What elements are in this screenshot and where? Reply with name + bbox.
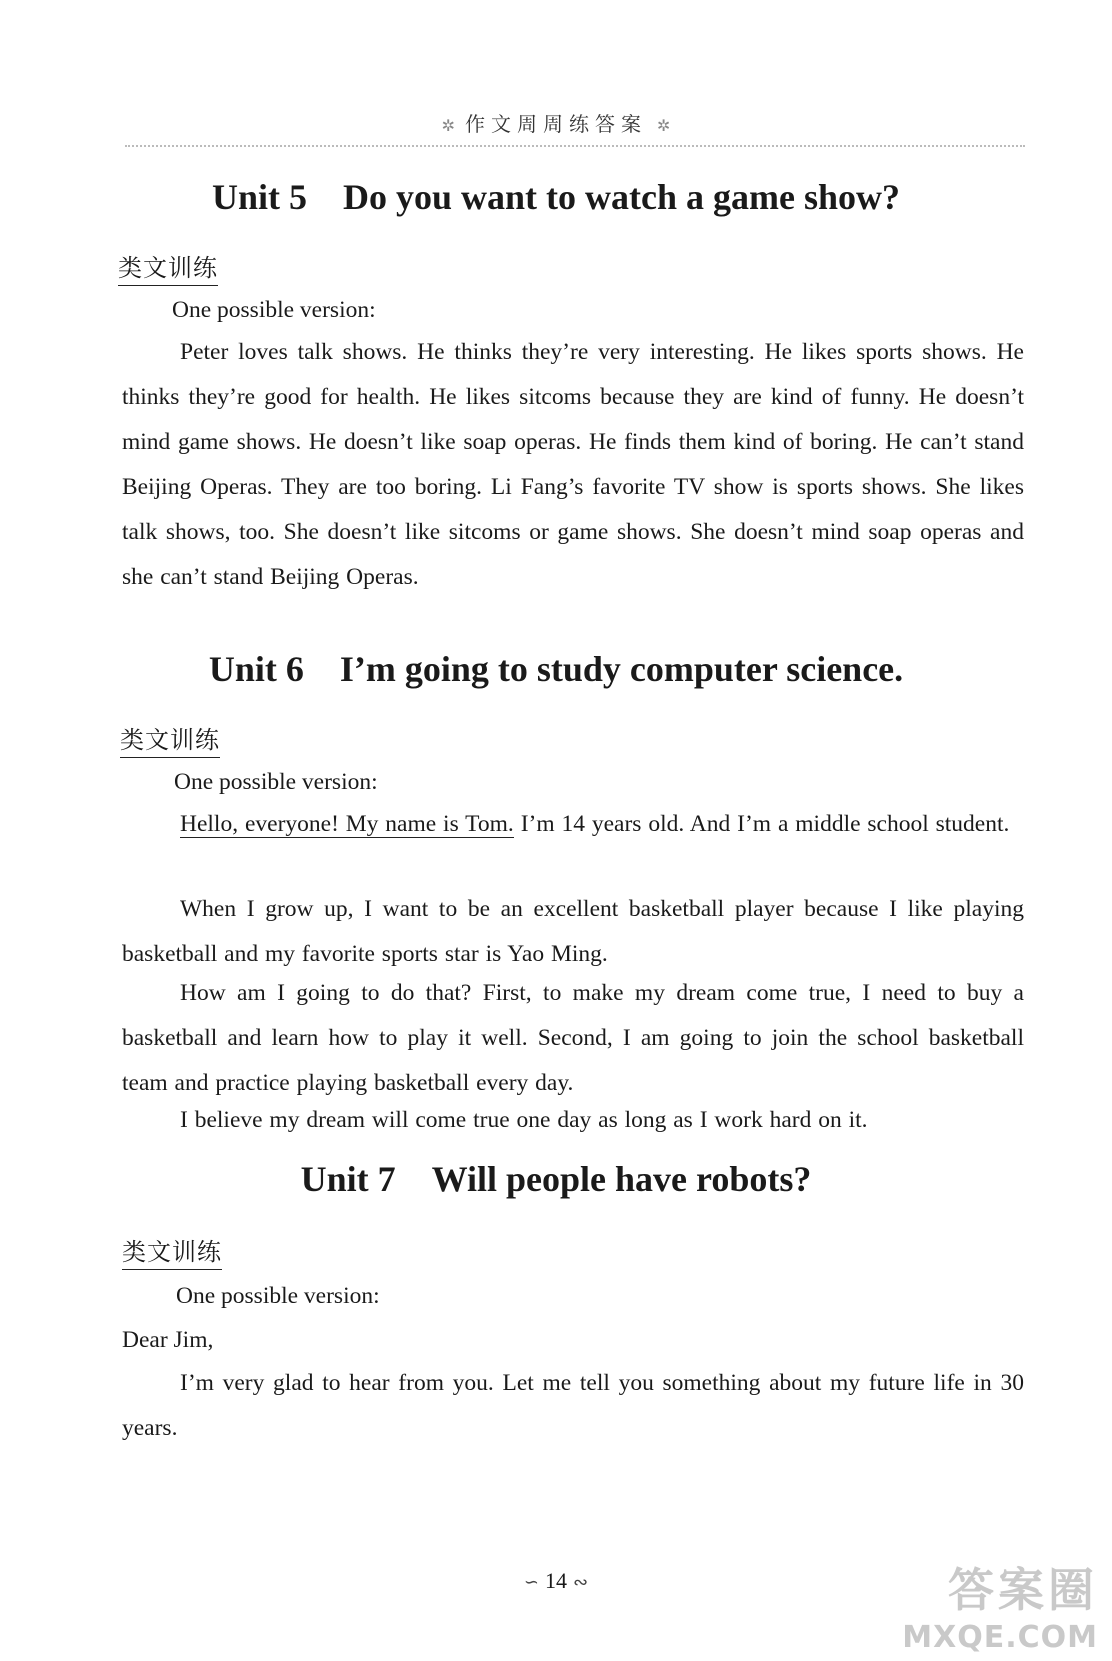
- paragraph: When I grow up, I want to be an excellent basketball player because I like playing basketball and my favorite sports star is Yao Ming.: [122, 896, 1024, 967]
- swash-right-icon: ∾: [573, 1572, 589, 1592]
- salutation: Dear Jim,: [122, 1327, 214, 1353]
- section-label: 类文训练: [118, 248, 218, 286]
- unit-number: Unit 6: [208, 649, 304, 689]
- ornament-icon: ✲: [657, 116, 671, 135]
- swash-left-icon: ∽: [523, 1572, 539, 1592]
- watermark: [902, 1554, 1098, 1655]
- unit-6-heading: [0, 648, 1112, 690]
- unit-title: I’m going to study computer science.: [339, 649, 904, 689]
- unit-number: Unit 5: [211, 177, 307, 217]
- section-label: 类文训练: [122, 1232, 222, 1270]
- header-divider: [125, 145, 1025, 147]
- paragraph: I’m very glad to hear from you. Let me tell you something about my future life in 30 years.: [122, 1370, 1024, 1441]
- section-label: 类文训练: [120, 720, 220, 758]
- header-title: 作文周周练答案: [465, 112, 647, 136]
- unit-title: Will people have robots?: [431, 1159, 812, 1199]
- unit-title: Do you want to watch a game show?: [343, 177, 900, 217]
- watermark-url: MXQE.COM: [902, 1620, 1098, 1655]
- paragraph: I believe my dream will come true one day as long as I work hard on it.: [180, 1107, 868, 1133]
- unit-7-heading: [0, 1158, 1112, 1200]
- paragraph: How am I going to do that? First, to make my dream come true, I need to buy a basketball and learn how to play it well. Second, I am going to join the school basketball team and practice playing basketball every day.: [122, 980, 1024, 1096]
- intro-line: One possible version:: [176, 1283, 380, 1309]
- paragraph: Peter loves talk shows. He thinks they’re very interesting. He likes sports shows. He thinks they’re good for health. He likes sitcoms because they are kind of funny. He doesn’t mind game shows. He doesn’t like soap operas. He finds them kind of boring. He can’t stand Beijing Operas. They are too boring. Li Fang’s favorite TV show is sports shows. She likes talk shows, too. She doesn’t like sitcoms or game shows. She doesn’t mind soap operas and she can’t stand Beijing Operas.: [122, 339, 1024, 590]
- page-number: 14: [545, 1568, 567, 1593]
- watermark-logo: 答案圈: [948, 1563, 1098, 1617]
- underlined-text: Hello, everyone! My name is Tom.: [180, 811, 514, 837]
- paragraph: [122, 802, 1024, 847]
- paragraph-text: I’m 14 years old. And I’m a middle school student.: [513, 811, 1010, 837]
- intro-line: One possible version:: [174, 769, 378, 795]
- ornament-icon: ✲: [441, 116, 455, 135]
- page-header: [0, 108, 1112, 137]
- unit-5-heading: [0, 176, 1112, 218]
- intro-line: One possible version:: [172, 297, 376, 323]
- unit-number: Unit 7: [300, 1159, 396, 1199]
